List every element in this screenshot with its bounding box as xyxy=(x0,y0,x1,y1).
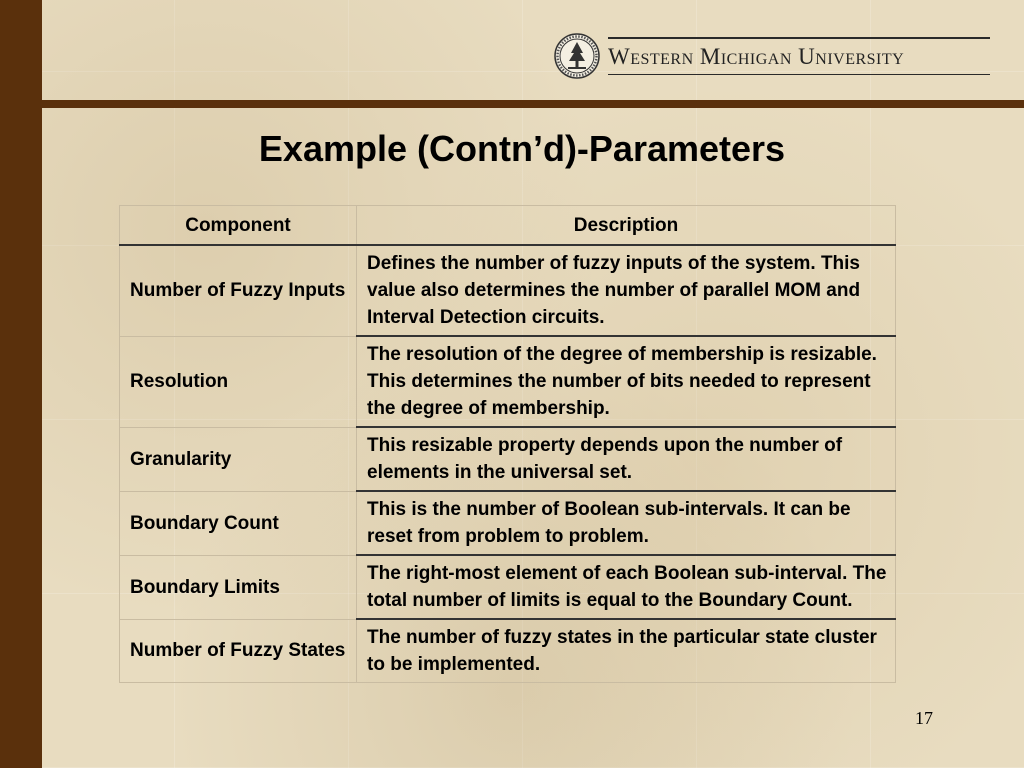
parameters-table xyxy=(119,205,896,683)
wordmark-bottom-rule xyxy=(608,74,990,76)
component-cell: Resolution xyxy=(120,336,357,427)
page-number: 17 xyxy=(915,708,933,728)
description-cell: Defines the number of fuzzy inputs of the system. This value also determines the number of parallel MOM and Interval Detection circuits. xyxy=(357,245,896,336)
university-name: Western Michigan University xyxy=(608,43,905,69)
description-cell: This resizable property depends upon the number of elements in the universal set. xyxy=(357,427,896,491)
table-header-row xyxy=(120,206,896,246)
column-header-component: Component xyxy=(120,206,357,246)
table-row xyxy=(120,336,896,427)
description-cell: This is the number of Boolean sub-intervals. It can be reset from problem to problem. xyxy=(357,491,896,555)
table-row xyxy=(120,555,896,619)
component-cell: Number of Fuzzy Inputs xyxy=(120,245,357,336)
table-row xyxy=(120,619,896,683)
university-seal-icon xyxy=(554,33,600,79)
table-row xyxy=(120,427,896,491)
header-rule xyxy=(42,100,1024,108)
component-cell: Granularity xyxy=(120,427,357,491)
description-cell: The right-most element of each Boolean sub-interval. The total number of limits is equal to the Boundary Count. xyxy=(357,555,896,619)
column-header-description: Description xyxy=(357,206,896,246)
component-cell: Boundary Count xyxy=(120,491,357,555)
description-cell: The resolution of the degree of membership is resizable. This determines the number of bits needed to represent the degree of membership. xyxy=(357,336,896,427)
description-cell: The number of fuzzy states in the particular state cluster to be implemented. xyxy=(357,619,896,683)
component-cell: Boundary Limits xyxy=(120,555,357,619)
wordmark xyxy=(608,37,990,75)
slide-title: Example (Contn’d)-Parameters xyxy=(258,128,786,169)
component-cell: Number of Fuzzy States xyxy=(120,619,357,683)
table-row xyxy=(120,245,896,336)
left-accent-bar xyxy=(0,0,42,768)
university-logo xyxy=(554,33,990,79)
table-row xyxy=(120,491,896,555)
